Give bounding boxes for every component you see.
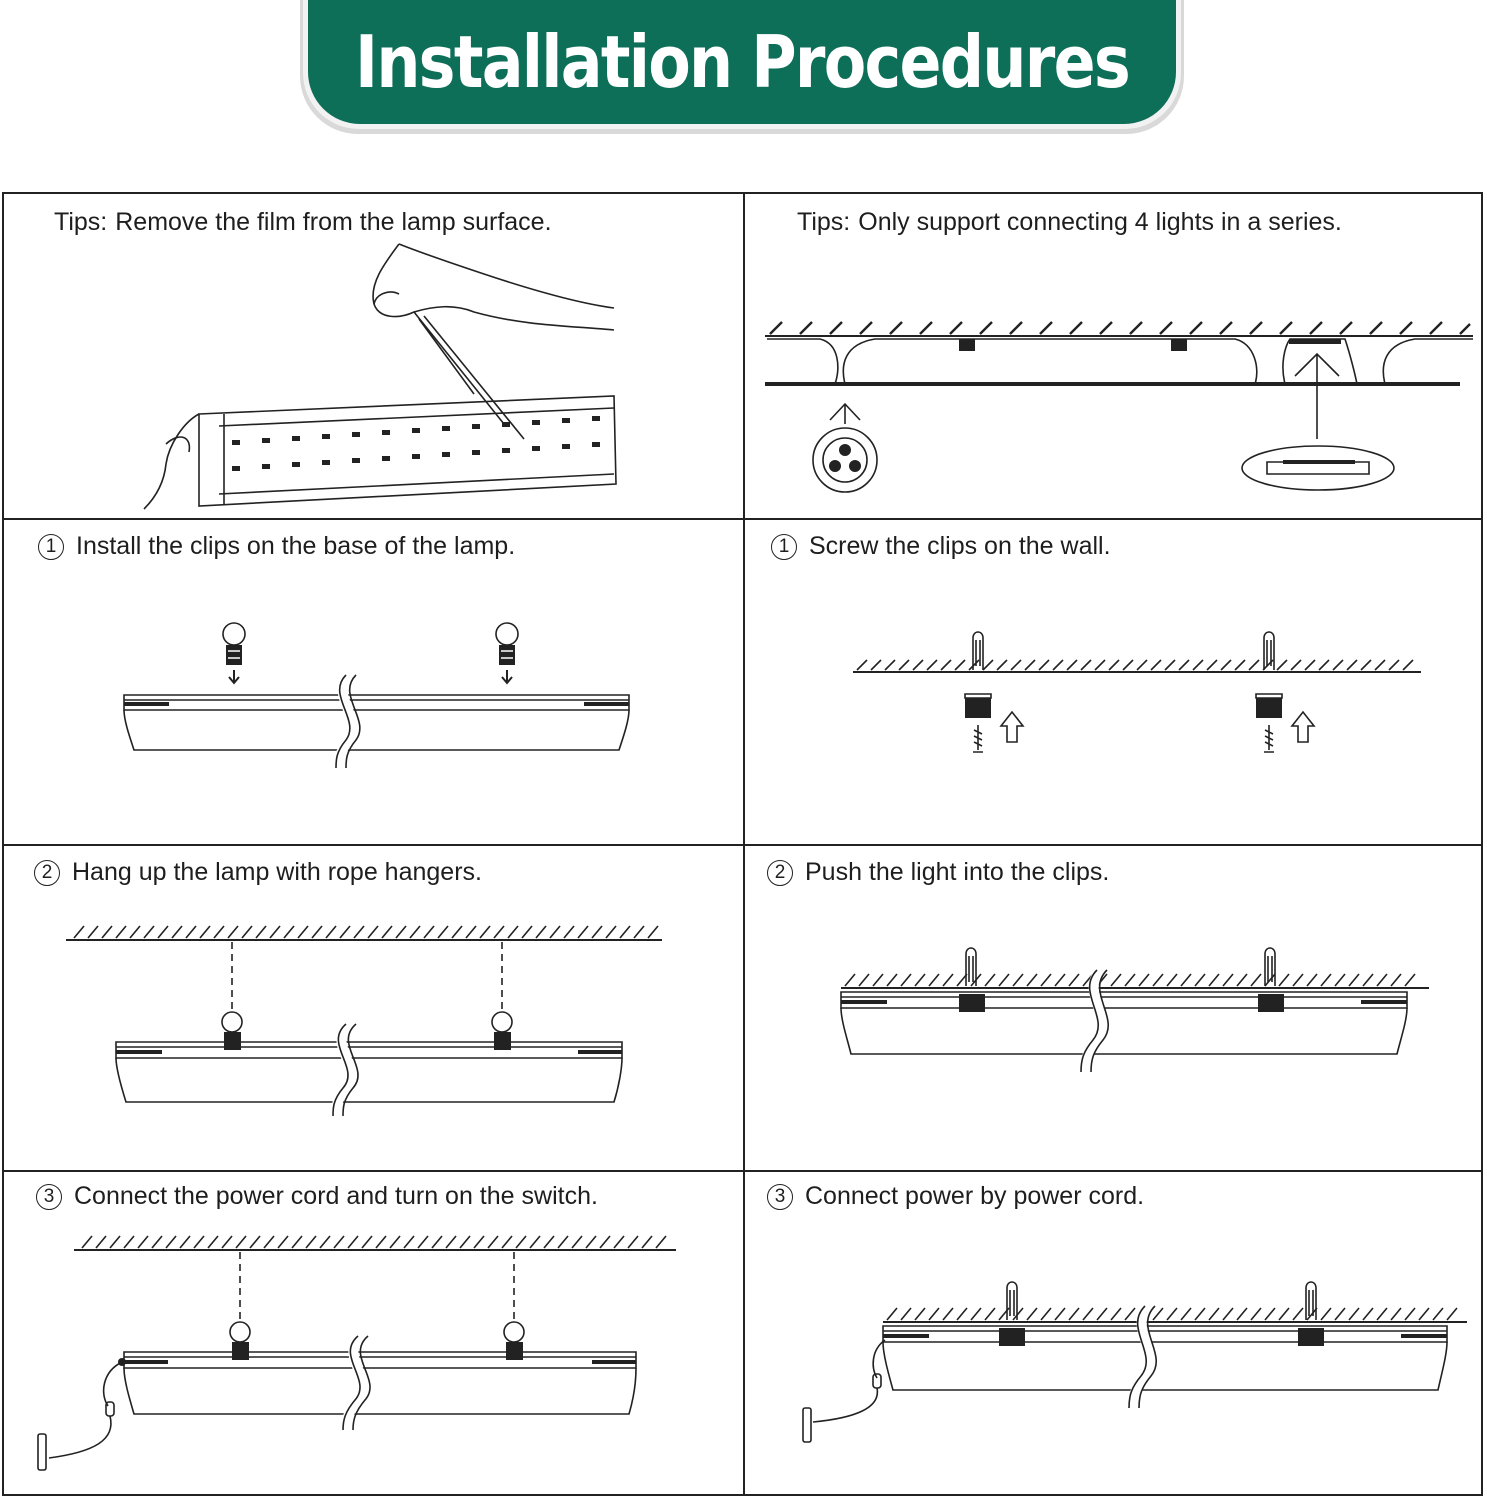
step-text: Install the clips on the base of the lamp.	[76, 532, 516, 560]
tip-text: Only support connecting 4 lights in a series.	[858, 208, 1342, 236]
install-clips-illustration	[4, 520, 745, 846]
cell-step-2-rope-hangers	[4, 846, 745, 1172]
step-text: Connect power by power cord.	[805, 1182, 1145, 1210]
step-number: 2	[767, 860, 793, 886]
cell-tips-film	[4, 194, 745, 520]
cell-step-3-power-cord	[745, 1172, 1483, 1494]
step-number: 3	[767, 1184, 793, 1210]
cell-step-1-clips-lamp	[4, 520, 745, 846]
step-number: 3	[36, 1184, 62, 1210]
series-connection-illustration	[745, 194, 1483, 520]
instruction-grid	[2, 192, 1483, 1496]
screw-clips-illustration	[745, 520, 1483, 846]
remove-film-illustration	[4, 194, 745, 520]
cell-step-1-clips-wall	[745, 520, 1483, 846]
step-text: Screw the clips on the wall.	[809, 532, 1111, 560]
cell-step-3-power-switch	[4, 1172, 745, 1494]
step-text: Hang up the lamp with rope hangers.	[72, 858, 482, 886]
power-switch-illustration	[4, 1172, 745, 1494]
step-number: 2	[34, 860, 60, 886]
step-text: Push the light into the clips.	[805, 858, 1110, 886]
power-cord-illustration	[745, 1172, 1483, 1494]
page-title: Installation Procedures	[355, 20, 1130, 104]
push-light-illustration	[745, 846, 1483, 1172]
cell-tips-series	[745, 194, 1483, 520]
title-banner	[300, 0, 1184, 134]
step-text: Connect the power cord and turn on the switch.	[74, 1182, 598, 1210]
tip-label: Tips:	[54, 208, 108, 236]
step-number: 1	[38, 534, 64, 560]
rope-hangers-illustration	[4, 846, 745, 1172]
step-number: 1	[771, 534, 797, 560]
tip-text: Remove the film from the lamp surface.	[115, 208, 552, 236]
tip-label: Tips:	[797, 208, 851, 236]
banner-panel	[308, 0, 1176, 124]
cell-step-2-push-light	[745, 846, 1483, 1172]
